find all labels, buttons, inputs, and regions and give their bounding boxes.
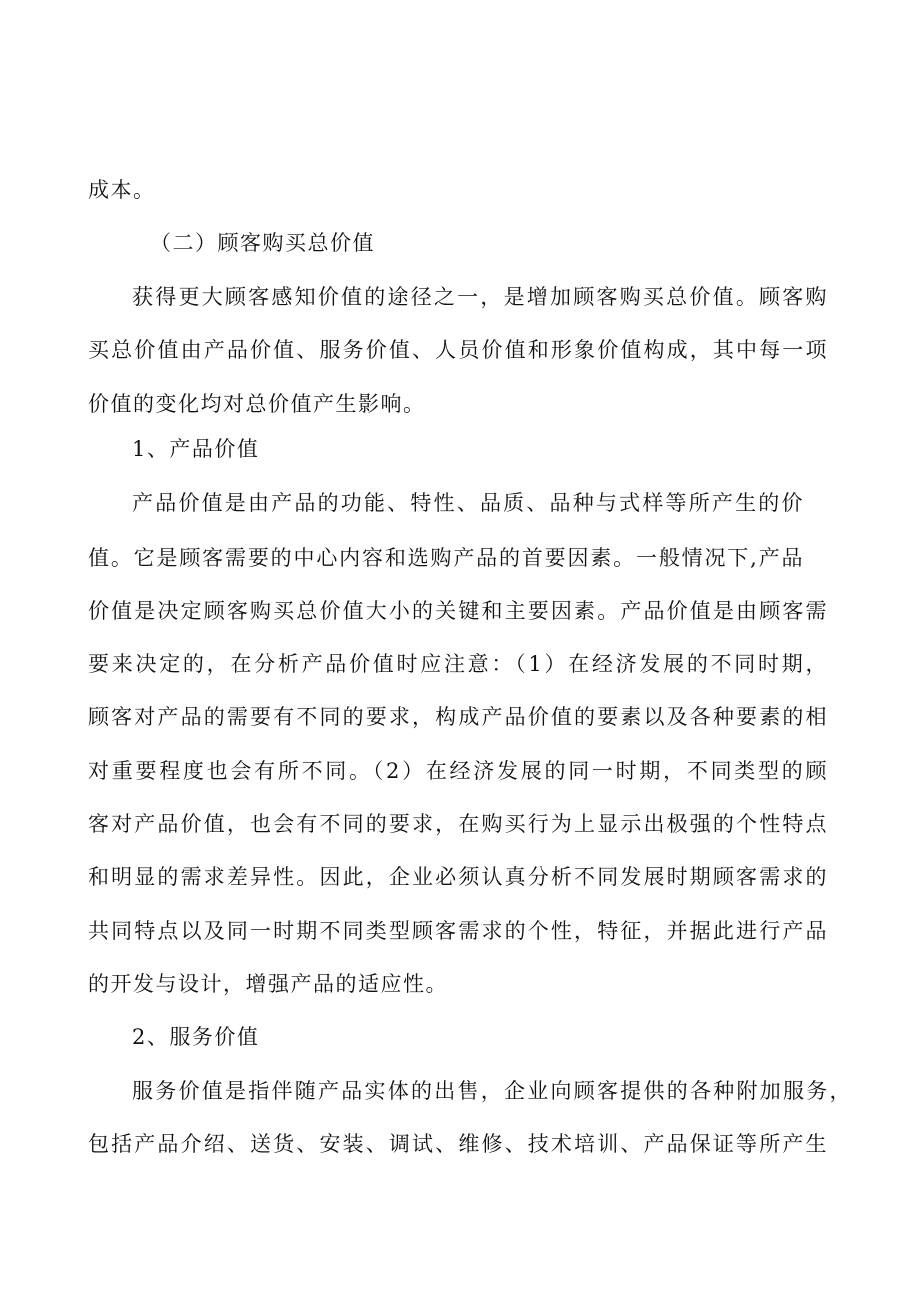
paragraph-line: 要来决定的，在分析产品价值时应注意：（1）在经济发展的不同时期，: [88, 652, 828, 676]
subsection-heading: 2、服务价值: [132, 1025, 260, 1049]
paragraph-line: 共同特点以及同一时期不同类型顾客需求的个性，特征，并据此进行产品: [88, 919, 828, 943]
subsection-heading: 1、产品价值: [132, 437, 260, 461]
paragraph-line: 服务价值是指伴随产品实体的出售，企业向顾客提供的各种附加服务，: [132, 1079, 852, 1103]
paragraph-line: 顾客对产品的需要有不同的要求，构成产品价值的要素以及各种要素的相: [88, 705, 828, 729]
paragraph-line: 的开发与设计，增强产品的适应性。: [88, 972, 448, 996]
paragraph-line: 买总价值由产品价值、服务价值、人员价值和形象价值构成，其中每一项: [88, 338, 828, 362]
paragraph-line: 值。它是顾客需要的中心内容和选购产品的首要因素。一般情况下,产品: [88, 546, 804, 570]
paragraph-line: 价值是决定顾客购买总价值大小的关键和主要因素。产品价值是由顾客需: [88, 599, 828, 623]
paragraph-line: 客对产品价值，也会有不同的要求，在购买行为上显示出极强的个性特点: [88, 812, 828, 836]
paragraph-line: 产品价值是由产品的功能、特性、品质、品种与式样等所产生的价: [132, 491, 804, 515]
section-heading: （二）顾客购买总价值: [150, 231, 375, 255]
paragraph-line: 获得更大顾客感知价值的途径之一，是增加顾客购买总价值。顾客购: [132, 285, 828, 309]
paragraph-line: 和明显的需求差异性。因此，企业必须认真分析不同发展时期顾客需求的: [88, 865, 828, 889]
paragraph-line: 包括产品介绍、送货、安装、调试、维修、技术培训、产品保证等所产生: [88, 1132, 828, 1156]
paragraph-line: 价值的变化均对总价值产生影响。: [88, 392, 426, 416]
paragraph-line: 成本。: [88, 178, 156, 202]
paragraph-line: 对重要程度也会有所不同。（2）在经济发展的同一时期，不同类型的顾: [88, 759, 828, 783]
